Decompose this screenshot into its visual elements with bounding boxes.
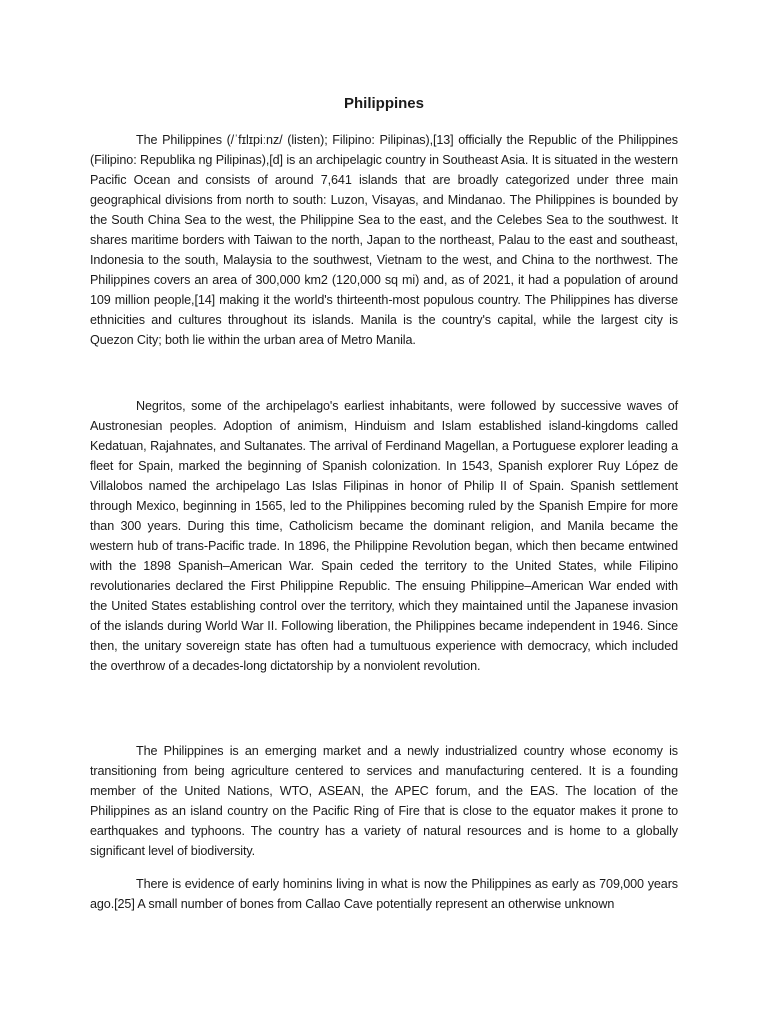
paragraph-economy: The Philippines is an emerging market and a newly industrialized country whose economy is transitioning from being agriculture centered to services and manufacturing centered. It is a founding member of the United Nations, WTO, ASEAN, the APEC forum, and the EAS. The location of the Philippines as an island country on the Pacific Ring of Fire that is close to the equator makes it prone to earthquakes and typhoons. The country has a variety of natural resources and is home to a globally significant level of biodiversity. <box>90 744 678 858</box>
paragraph-history: Negritos, some of the archipelago's earliest inhabitants, were followed by successive waves of Austronesian peoples. Adoption of animism, Hinduism and Islam established island-kingdoms called Kedatuan, Rajahnates, and Sultanates. The arrival of Ferdinand Magellan, a Portuguese explorer leading a fleet for Spain, marked the beginning of Spanish colonization. In 1543, Spanish explorer Ruy López de Villalobos named the archipelago Las Islas Filipinas in honor of Philip II of Spain. Spanish settlement through Mexico, beginning in 1565, led to the Philippines becoming ruled by the Spanish Empire for more than 300 years. During this time, Catholicism became the dominant religion, and Manila became the western hub of trans-Pacific trade. In 1896, the Philippine Revolution began, which then became entwined with the 1898 Spanish–American War. Spain ceded the territory to the United States, while Filipino revolutionaries declared the First Philippine Republic. The ensuing Philippine–American War ended with the United States establishing control over the territory, which they maintained until the Japanese invasion of the islands during World War II. Following liberation, the Philippines became independent in 1946. Since then, the unitary sovereign state has often had a tumultuous experience with democracy, which included the overthrow of a decades-long dictatorship by a nonviolent revolution. <box>90 399 678 673</box>
document-title: Philippines <box>343 95 424 112</box>
paragraph-prehistory: There is evidence of early hominins living in what is now the Philippines as early as 709,000 years ago.[25] A small number of bones from Callao Cave potentially represent an otherwise unknown <box>90 877 678 911</box>
paragraph-intro: The Philippines (/ˈfɪlɪpiːnz/ (listen); Filipino: Pilipinas),[13] officially the Republic of the Philippines (Filipino: Republika ng Pilipinas),[d] is an archipelagic country in Southeast Asia. It is situated in the western Pacific Ocean and consists of around 7,641 islands that are broadly categorized under three main geographical divisions from north to south: Luzon, Visayas, and Mindanao. The Philippines is bounded by the South China Sea to the west, the Philippine Sea to the east, and the Celebes Sea to the southwest. It shares maritime borders with Taiwan to the north, Japan to the northeast, Palau to the east and southeast, Indonesia to the south, Malaysia to the southwest, Vietnam to the west, and China to the northwest. The Philippines covers an area of 300,000 km2 (120,000 sq mi) and, as of 2021, it had a population of around 109 million people,[14] making it the world's thirteenth-most populous country. The Philippines has diverse ethnicities and cultures throughout its islands. Manila is the country's capital, while the largest city is Quezon City; both lie within the urban area of Metro Manila. <box>90 133 678 347</box>
